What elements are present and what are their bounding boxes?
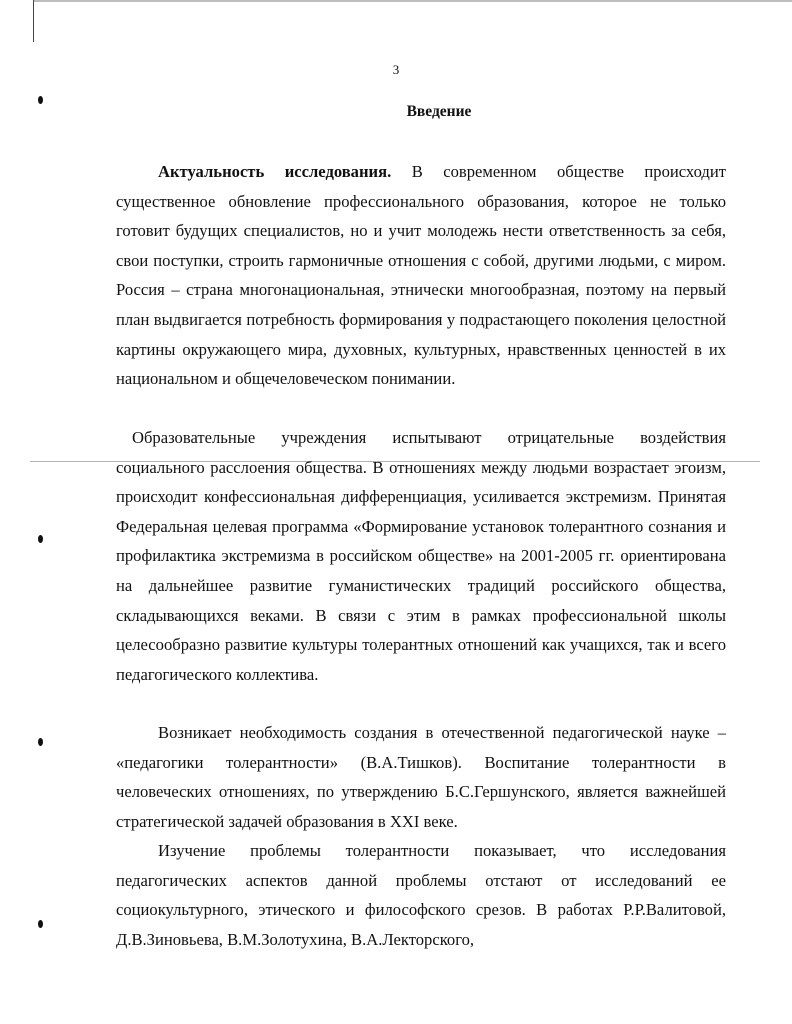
scan-edge-left (33, 0, 34, 42)
scan-hole-mark (38, 738, 43, 746)
scan-hole-mark (38, 535, 43, 543)
page-number: 3 (392, 62, 400, 77)
paragraph-tolerance-pedagogy: Возникает необходимость создания в отечественной педагогической науке – «педагогики толерантности» (В.А.Тишков). Воспитание толерантности в человеческих отношениях, по утверждению Б.С.Гершунского, является важнейшей стратегической задачей образования в XXI веке. (116, 723, 726, 831)
paragraph-lead: Актуальность исследования. (158, 162, 392, 181)
section-heading: Введение (406, 103, 472, 120)
scan-hole-mark (38, 920, 43, 928)
paragraph-institutions: Образовательные учреждения испытывают отрицательные воздействия социального расслоения общества. В отношениях между людьми возрастает эгоизм, происходит конфессиональная дифференциация, усиливается экстремизм. Принятая Федеральная целевая программа «Формирование установок толерантного сознания и профилактика экстремизма в российском обществе» на 2001-2005 гг. ориентирована на дальнейшее развитие гуманистических традиций российского общества, складывающихся веками. В связи с этим в рамках профессиональной школы целесообразно развитие культуры толерантных отношений как учащихся, так и всего педагогического коллектива. (116, 428, 726, 684)
scan-edge-top (34, 0, 792, 2)
paragraph-text: В современном обществе происходит существенное обновление профессионального образования, которое не только готовит будущих специалистов, но и учит молодежь нести ответственность за себя, свои поступки, строить гармоничные отношения с собой, другими людьми, с миром. Россия – страна многонациональная, этнически многообразная, поэтому на первый план выдвигается потребность формирования у подрастающего поколения целостной картины окружающего мира, духовных, культурных, нравственных ценностей в их национальном и общечеловеческом понимании. (116, 162, 726, 389)
scan-strike-artifact (30, 461, 760, 462)
paragraph-study: Изучение проблемы толерантности показывает, что исследования педагогических аспектов данной проблемы отстают от исследований ее социокультурного, этического и философского срезов. В работах Р.Р.Валитовой, Д.В.Зиновьева, В.М.Золотухина, В.А.Лекторского, (116, 841, 726, 949)
paragraph-relevance (116, 157, 726, 394)
